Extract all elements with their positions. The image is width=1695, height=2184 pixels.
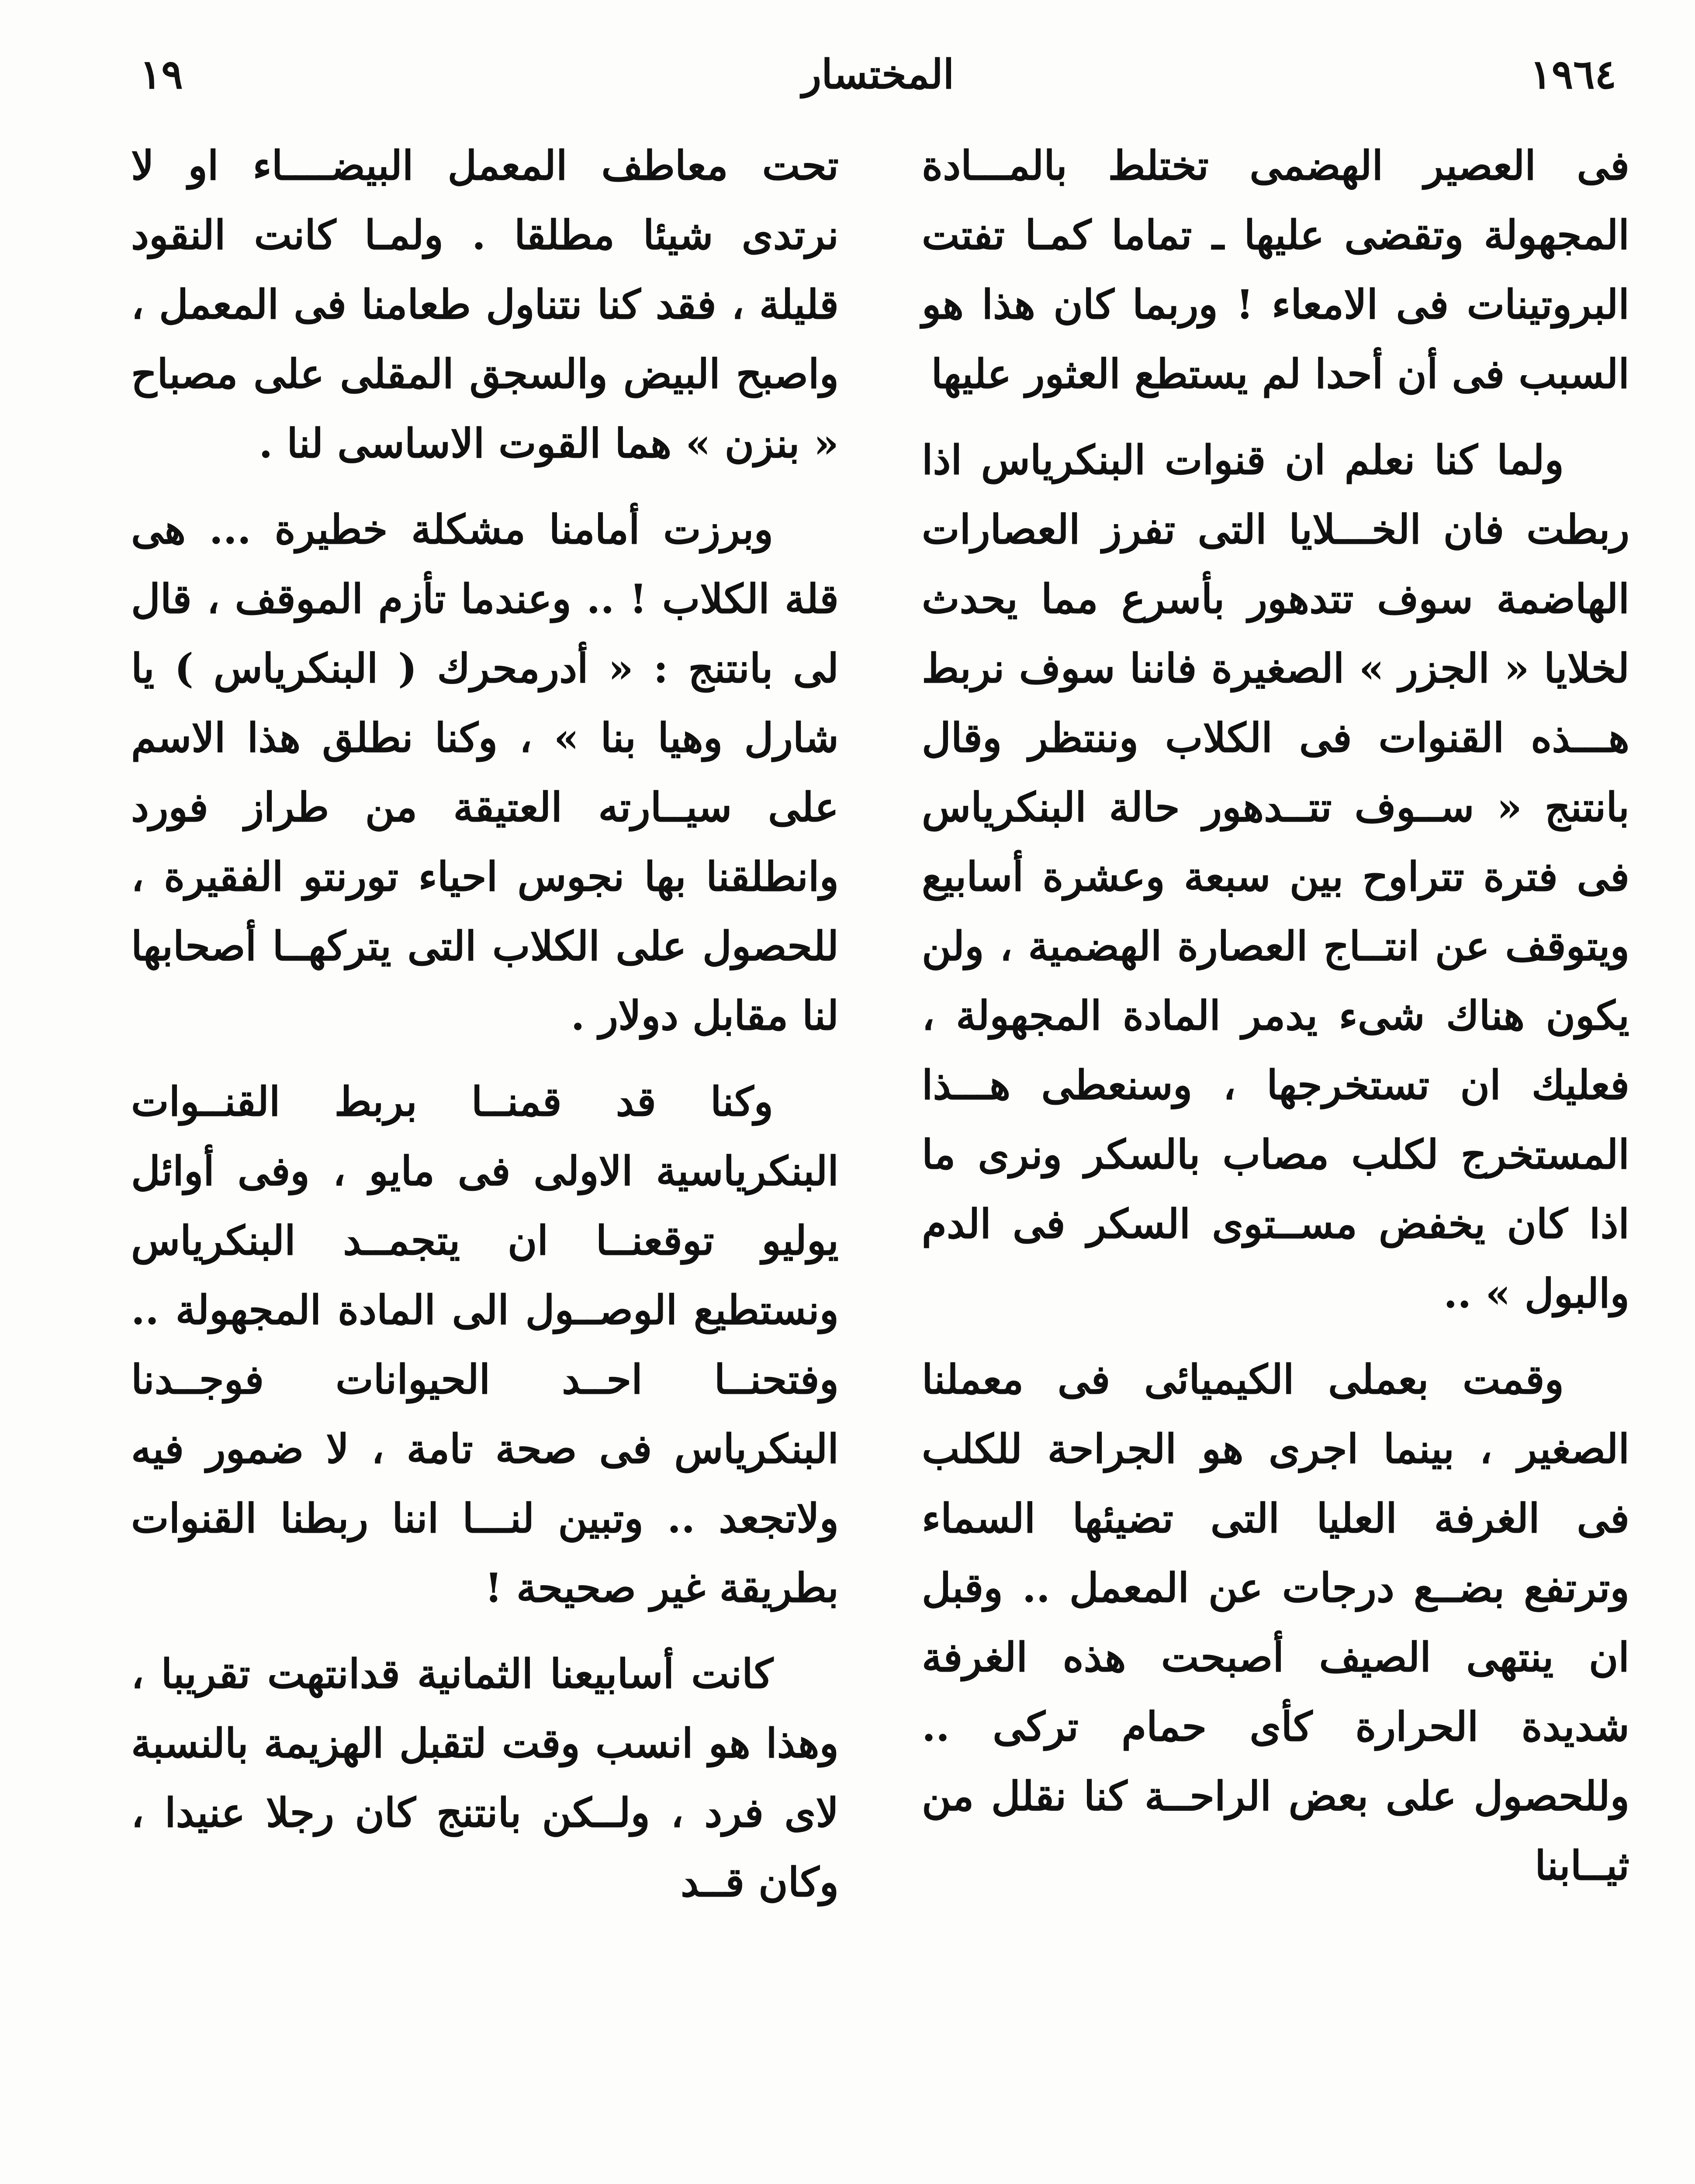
paragraph: فى العصير الهضمى تختلط بالمـــادة المجهولة وتقضى عليها ـ تماما كمـا تفتت البروتينات فى الامعاء ! وربما كان هذا هو السبب فى أن أحدا لم يستطع العثور عليها — [922, 142, 1629, 397]
paragraph: كانت أسابيعنا الثمانية قدانتهت تقريبا ، وهذا هو انسب وقت لتقبل الهزيمة بالنسبة لاى فرد ، ولــكن بانتنج كان رجلا عنيدا ، وكان قــد — [131, 1650, 839, 1906]
page-number: ١٩ — [140, 51, 183, 98]
page-header — [140, 41, 1616, 107]
paragraph: وبرزت أمامنا مشكلة خطيرة ... هى قلة الكلاب ! .. وعندما تأزم الموقف ، قال لى بانتنج : « أدرمحرك ( البنكرياس ) يا شارل وهيا بنا » ، وكنا نطلق هذا الاسم على سيــارته العتيقة من طراز فورد وانطلقنا بها نجوس احياء تورنتو الفقيرة ، للحصول على الكلاب التى يتركهــا أصحابها لنا مقابل دولار . — [131, 506, 839, 1039]
right-column — [922, 131, 1629, 1917]
paragraph: تحت معاطف المعمل البيضــــاء او لا نرتدى شيئا مطلقا . ولمـا كانت النقود قليلة ، فقد كنا نتناول طعامنا فى المعمل ، واصبح البيض والسجق المقلى على مصباح « بنزن » هما القوت الاساسى لنا . — [131, 142, 839, 467]
paragraph: ولما كنا نعلم ان قنوات البنكرياس اذا ربطت فان الخـــلايا التى تفرز العصارات الهاضمة سوف تتدهور بأسرع مما يحدث لخلايا « الجزر » الصغيرة فاننا سوف نربط هـــذه القنوات فى الكلاب وننتظر وقال بانتنج « ســوف تتــدهور حالة البنكرياس فى فترة تتراوح بين سبعة وعشرة أسابيع ويتوقف عن انتــاج العصارة الهضمية ، ولن يكون هناك شىء يدمر المادة المجهولة ، فعليك ان تستخرجها ، وسنعطى هـــذا المستخرج لكلب مصاب بالسكر ونرى ما اذا كان يخفض مســتوى السكر فى الدم والبول » .. — [922, 436, 1629, 1317]
paragraph: وكنا قد قمنــا بربط القنــوات البنكرياسية الاولى فى مايو ، وفى أوائل يوليو توقعنــا ان يتجمــد البنكرياس ونستطيع الوصــول الى المادة المجهولة .. وفتحنــا احــد الحيوانات فوجــدنا البنكرياس فى صحة تامة ، لا ضمور فيه ولاتجعد .. وتبين لنـــا اننا ربطنا القنوات بطريقة غير صحيحة ! — [131, 1078, 839, 1611]
left-column — [131, 131, 839, 1934]
header-title: المختسار — [802, 51, 955, 98]
paragraph: وقمت بعملى الكيميائى فى معملنا الصغير ، بينما اجرى هو الجراحة للكلب فى الغرفة العليا التى تضيئها السماء وترتفع بضــع درجات عن المعمل .. وقبل ان ينتهى الصيف أصبحت هذه الغرفة شديدة الحرارة كأى حمام تركى .. وللحصول على بعض الراحــة كنا نقلل من ثيــابنا — [922, 1356, 1629, 1889]
header-year: ١٩٦٤ — [1530, 51, 1616, 98]
